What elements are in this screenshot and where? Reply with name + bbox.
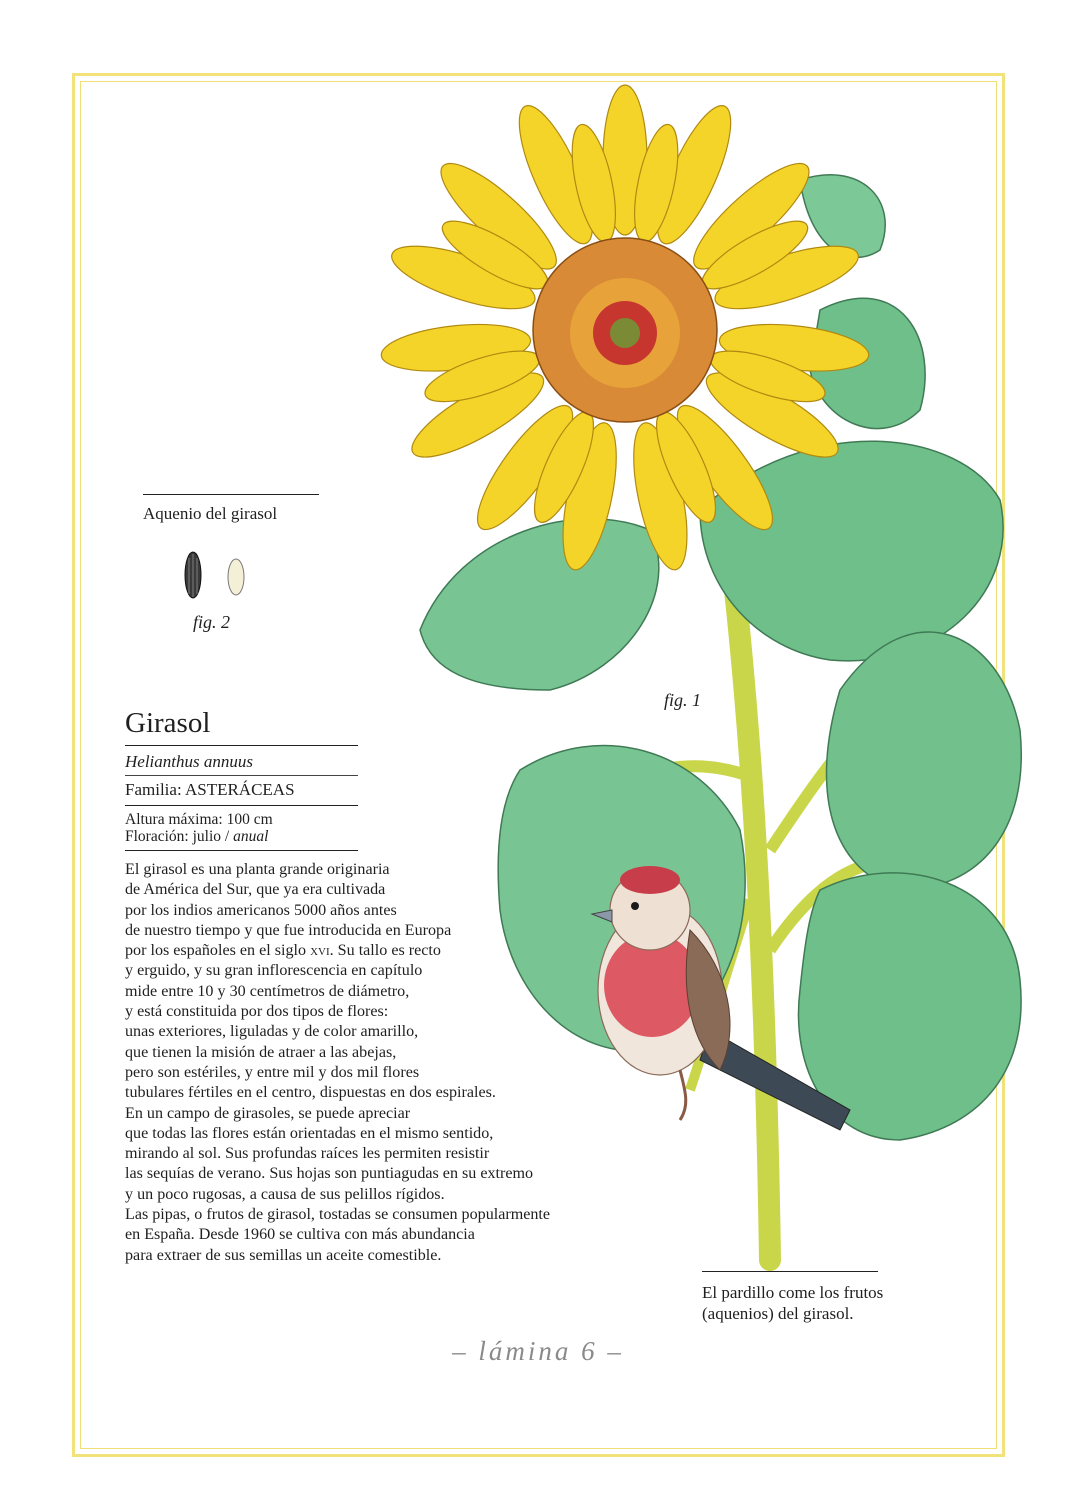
title-rule <box>125 745 358 746</box>
plant-name-title: Girasol <box>125 707 211 739</box>
description-line: que tienen la misión de atraer a las abejas, <box>125 1043 397 1061</box>
seed-caption-rule <box>143 494 319 495</box>
flowering-type: anual <box>233 828 269 845</box>
scientific-rule <box>125 775 358 776</box>
description-line: mirando al sol. Sus profundas raíces les permiten resistir <box>125 1145 490 1163</box>
bird-caption-line: El pardillo come los frutos <box>702 1283 884 1302</box>
description-fragment: por los españoles en el siglo <box>125 942 307 960</box>
flower-disk-core <box>610 318 640 348</box>
leaf <box>827 632 1022 890</box>
flowering-rule <box>125 850 358 851</box>
sunflower-seed-figure <box>183 550 253 602</box>
description-line: pero son estériles, y entre mil y dos mil flores <box>125 1063 420 1081</box>
description-line: En un campo de girasoles, se puede apreciar <box>125 1104 411 1122</box>
description-line: que todas las flores están orientadas en el mismo sentido, <box>125 1124 494 1142</box>
description-fragment: . Su tallo es recto <box>329 942 441 960</box>
fig-2-label: fig. 2 <box>193 612 231 632</box>
seed-caption: Aquenio del girasol <box>143 504 278 523</box>
description-line: El girasol es una planta grande originaria <box>125 861 390 878</box>
description-line: en España. Desde 1960 se cultiva con más abundancia <box>125 1226 475 1244</box>
leaf <box>800 175 885 258</box>
fig-1-label: fig. 1 <box>664 690 702 710</box>
flowering-info <box>125 829 268 845</box>
description-line: unas exteriores, liguladas y de color amarillo, <box>125 1023 419 1041</box>
leaf <box>420 519 659 690</box>
light-seed <box>228 559 244 595</box>
description-line: y erguido, y su gran inflorescencia en capítulo <box>125 962 423 980</box>
description-line: las sequías de verano. Sus hojas son puntiagudas en su extremo <box>125 1165 534 1183</box>
description-line: Las pipas, o frutos de girasol, tostadas se consumen popularmente <box>125 1206 551 1224</box>
description-line: tubulares fértiles en el centro, dispuestas en dos espirales. <box>125 1084 496 1102</box>
plate-number: – lámina 6 – <box>452 1336 624 1366</box>
description-line: y un poco rugosas, a causa de sus pelillos rígidos. <box>125 1185 445 1203</box>
flowering-label: Floración: julio / <box>125 828 230 845</box>
description-line: de nuestro tiempo y que fue introducida en Europa <box>125 921 452 939</box>
description-line: por los indios americanos 5000 años antes <box>125 901 397 919</box>
description-line: y está constituida por dos tipos de flores: <box>125 1003 389 1021</box>
scientific-name: Helianthus annuus <box>125 752 253 771</box>
description-line: mide entre 10 y 30 centímetros de diámetro, <box>125 982 410 1000</box>
bird-caption-rule <box>702 1271 878 1272</box>
description-line <box>125 941 625 961</box>
description-line: de América del Sur, que ya era cultivada <box>125 881 386 899</box>
bird-caption <box>702 1282 883 1324</box>
bird-caption-line: (aquenios) del girasol. <box>702 1304 854 1323</box>
family-rule <box>125 805 358 806</box>
family-label: Familia: ASTERÁCEAS <box>125 780 295 799</box>
century-numeral: xvi <box>310 942 330 960</box>
max-height: Altura máxima: 100 cm <box>125 811 273 828</box>
description-paragraph <box>125 860 625 1266</box>
description-line: para extraer de sus semillas un aceite comestible. <box>125 1246 442 1264</box>
